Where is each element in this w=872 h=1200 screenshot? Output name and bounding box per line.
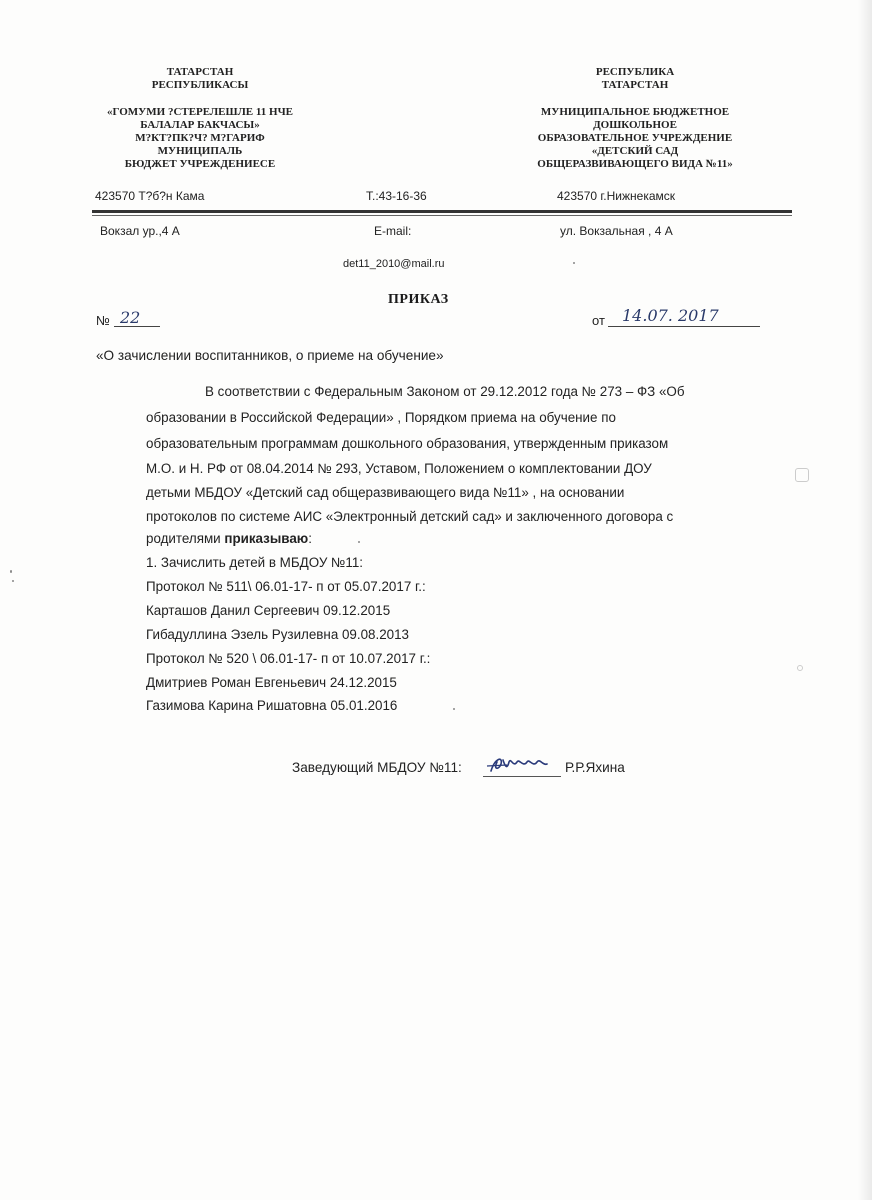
header-right-line3: МУНИЦИПАЛЬНОЕ БЮДЖЕТНОЕ	[540, 106, 730, 118]
body-line-3: образовательным программам дошкольного образования, утвержденным приказом	[146, 436, 669, 451]
scan-speck	[358, 541, 360, 543]
header-left-line4: БАЛАЛАР БАКЧАСЫ»	[140, 119, 260, 131]
order-date-value: 14.07. 2017	[622, 306, 719, 325]
scan-speck	[12, 580, 14, 582]
signature-name: Р.Р.Яхина	[565, 760, 625, 775]
contact-mid-1: Т.:43-16-36	[366, 189, 427, 203]
body-line-7	[146, 531, 312, 547]
header-left-line1: ТАТАРСТАН	[166, 66, 234, 78]
list-item: Дмитриев Роман Евгеньевич 24.12.2015	[146, 675, 397, 690]
scan-edge-shadow	[858, 0, 872, 1200]
list-item: Гибадуллина Эзель Рузилевна 09.08.2013	[146, 627, 409, 642]
contact-left-1: 423570 Т?б?н Кама	[95, 189, 205, 203]
header-left-line7: БЮДЖЕТ УЧРЕЖДЕНИЕСЕ	[124, 158, 276, 170]
list-item: Карташов Данил Сергеевич 09.12.2015	[146, 603, 391, 618]
header-left-line5: М?КТ?ПК?Ч? М?ГАРИФ	[135, 132, 265, 144]
header-divider-thin	[92, 215, 792, 216]
scan-speck	[10, 570, 12, 573]
header-right	[520, 66, 750, 171]
contact-left-2: Вокзал ур.,4 А	[100, 224, 180, 238]
order-title: ПРИКАЗ	[388, 292, 449, 307]
contact-mid-2: E-mail:	[374, 224, 412, 238]
order-date-line	[608, 306, 760, 327]
header-left-line6: МУНИЦИПАЛЬ	[157, 145, 243, 157]
order-subject: «О зачислении воспитанников, о приеме на обучение»	[96, 348, 444, 363]
email-address: det11_2010@mail.ru	[343, 258, 445, 270]
handwritten-signature	[483, 752, 561, 776]
header-right-line5: ОБРАЗОВАТЕЛЬНОЕ УЧРЕЖДЕНИЕ	[537, 132, 733, 144]
body-line-7-suffix: :	[308, 531, 312, 546]
list-item: Протокол № 520 \ 06.01-17- п от 10.07.2017 г.:	[146, 651, 431, 666]
header-right-line1: РЕСПУБЛИКА	[595, 66, 675, 78]
header-left-line3: «ГОМУМИ ?СТЕРЕЛЕШЛЕ 11 НЧЕ	[107, 106, 293, 118]
body-line-5: детьми МБДОУ «Детский сад общеразвивающего вида №11» , на основании	[146, 485, 625, 500]
body-line-6: протоколов по системе АИС «Электронный детский сад» и заключенного договора с	[146, 509, 674, 524]
body-line-2: образовании в Российской Федерации» , Порядком приема на обучение по	[146, 410, 616, 425]
header-divider-thick	[92, 210, 792, 213]
header-right-line2: ТАТАРСТАН	[601, 79, 669, 91]
signature-position: Заведующий МБДОУ №11:	[292, 760, 462, 775]
body-line-4: М.О. и Н. РФ от 08.04.2014 № 293, Уставом, Положением о комплектовании ДОУ	[146, 461, 652, 476]
order-number-line	[114, 308, 160, 327]
header-right-line6: «ДЕТСКИЙ САД	[591, 145, 679, 157]
header-left-line2: РЕСПУБЛИКАСЫ	[151, 79, 249, 91]
signature-line	[483, 752, 561, 777]
scan-speck	[573, 262, 575, 264]
order-date-label: от	[592, 313, 605, 328]
list-item: Протокол № 511\ 06.01-17- п от 05.07.2017 г.:	[146, 579, 426, 594]
order-number-value: 22	[120, 308, 141, 327]
contact-right-2: ул. Вокзальная , 4 А	[560, 224, 673, 238]
body-line-7-bold: приказываю	[224, 531, 309, 546]
list-item: 1. Зачислить детей в МБДОУ №11:	[146, 555, 364, 570]
contact-right-1: 423570 г.Нижнекамск	[557, 189, 676, 203]
order-number-label: №	[96, 313, 110, 328]
header-left	[100, 66, 300, 171]
list-item: Газимова Карина Ришатовна 05.01.2016	[146, 698, 398, 713]
scan-hole-mark	[795, 468, 809, 482]
header-right-line7: ОБЩЕРАЗВИВАЮЩЕГО ВИДА №11»	[537, 158, 733, 170]
scan-speck	[797, 665, 803, 671]
header-right-line4: ДОШКОЛЬНОЕ	[593, 119, 677, 131]
scan-speck	[453, 708, 455, 710]
body-line-1: В соответствии с Федеральным Законом от 29.12.2012 года № 273 – ФЗ «Об	[205, 384, 685, 399]
body-line-7-prefix: родителями	[146, 531, 225, 546]
